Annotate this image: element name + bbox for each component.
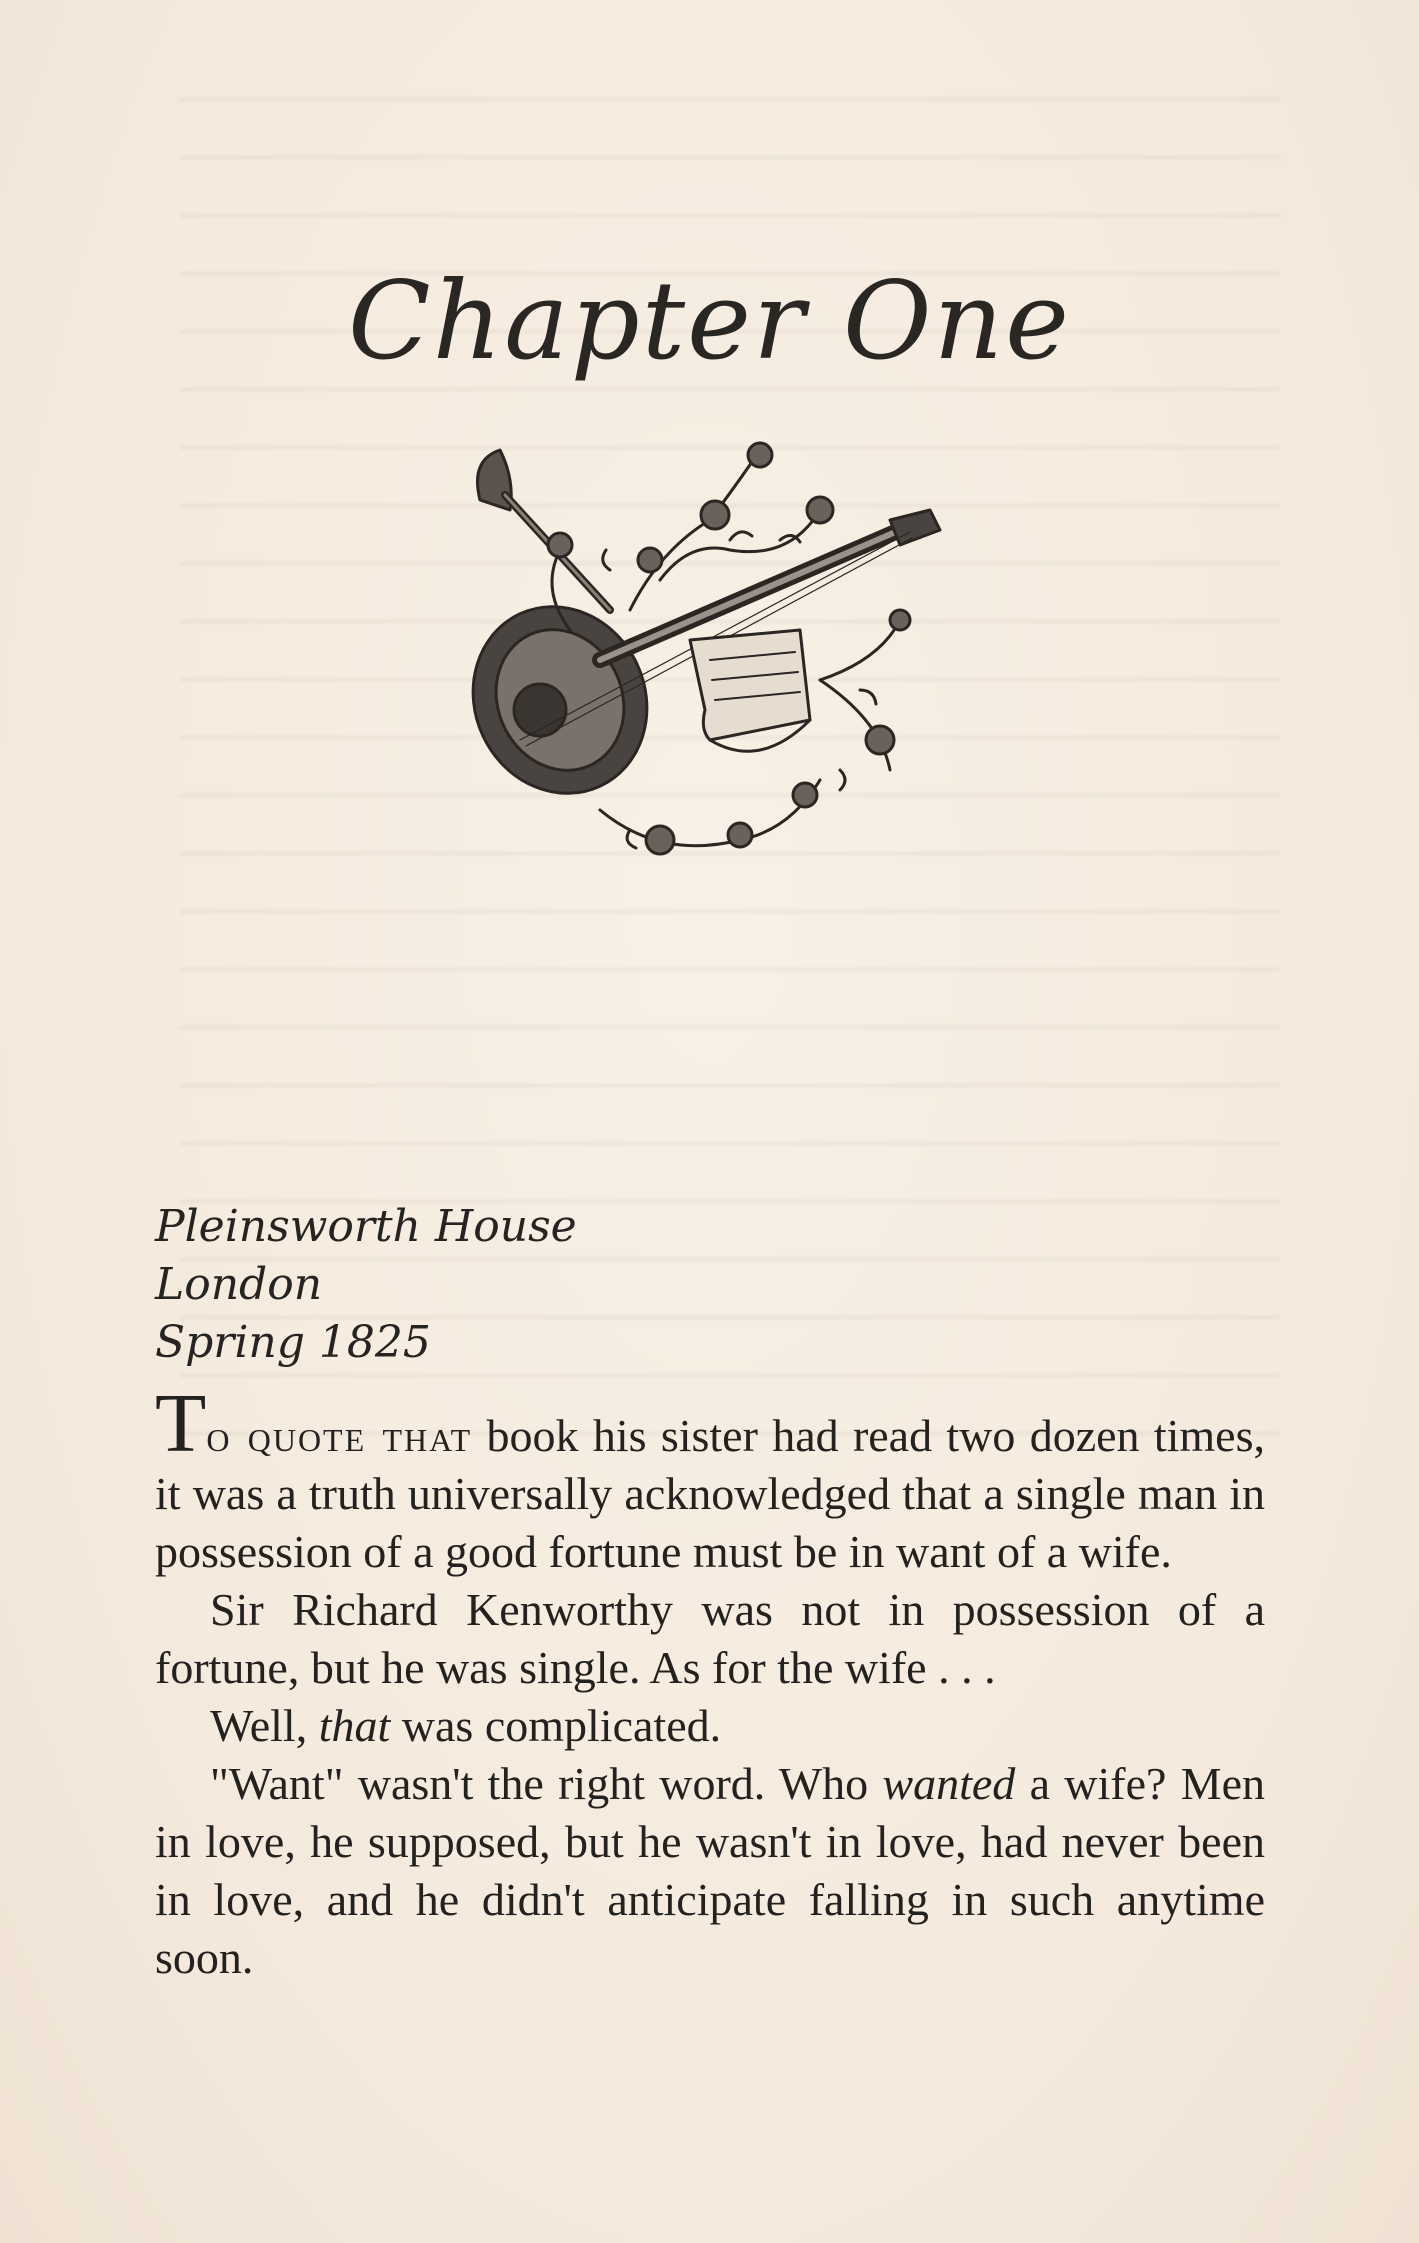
- paragraph-text: "Want" wasn't the right word. Who: [210, 1758, 883, 1809]
- emphasis: that: [318, 1700, 391, 1751]
- paragraph: [155, 1755, 1265, 1987]
- location-line: London: [155, 1259, 323, 1310]
- paragraph: [155, 1377, 1265, 1581]
- paragraph-text: book his sister had read two dozen times, it was a truth universally acknowledged that a single man in possession of a good fortune must be in want of a wife.: [155, 1410, 1265, 1577]
- chapter-title: Chapter One: [348, 259, 1071, 384]
- paragraph-text: a wife? Men in love, he supposed, but he wasn't in love, had never been in love, and he didn't anticipate falling in such anytime soon.: [155, 1758, 1266, 1983]
- drop-cap: T: [155, 1377, 207, 1470]
- paragraph: Sir Richard Kenworthy was not in possession of a fortune, but he was single. As for the wife . . .: [155, 1584, 1265, 1693]
- chapter-body: [155, 1377, 1266, 1987]
- location-line: Spring 1825: [155, 1317, 431, 1368]
- paragraph-text: Well,: [210, 1700, 319, 1751]
- lute-trumpet-floral-ornament-icon: [460, 440, 960, 880]
- location-block: [155, 1198, 577, 1372]
- paragraph: [155, 1697, 1265, 1755]
- location-line: Pleinsworth House: [155, 1201, 577, 1252]
- small-caps-lead: o quote that: [206, 1410, 473, 1461]
- emphasis: wanted: [882, 1758, 1016, 1809]
- paragraph-text: was complicated.: [390, 1700, 722, 1751]
